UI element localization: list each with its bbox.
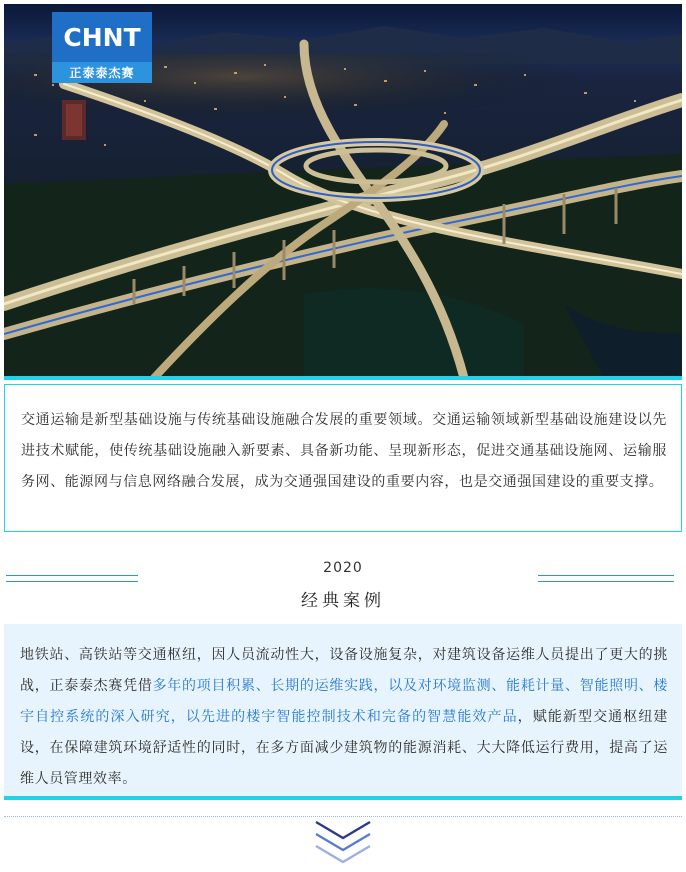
section-year: 2020: [323, 560, 363, 576]
right-deco-line-2: [538, 581, 674, 582]
double-chevron-down-icon[interactable]: [310, 818, 376, 866]
case-text: [20, 640, 668, 795]
hero-divider: [4, 376, 682, 380]
case-text-part2: ，赋能新型交通枢纽建设，在保障建筑环境舒适性的同时，在多方面减少建筑物的能源消耗、大大降低运行费用，提高了运维人员管理效率。: [20, 709, 668, 787]
left-deco-line-2: [6, 581, 138, 582]
hero-image: [4, 4, 682, 378]
logo-subtitle: 正泰泰杰赛: [52, 62, 152, 83]
dotted-divider: [4, 816, 682, 817]
chnt-logo: [52, 12, 152, 83]
intro-box: [4, 384, 682, 532]
case-box: [4, 624, 682, 796]
section-title: 经典案例: [301, 591, 385, 611]
case-text-part1: 地铁站、高铁站等交通枢纽，因人员流动性大，设备设施复杂，对建筑设备运维人员提出了更大的挑战，正泰泰杰赛凭借: [20, 647, 668, 694]
case-text-highlight: 多年的项目积累、长期的运维实践，以及对环境监测、能耗计量、智能照明、楼宇自控系统的深入研究，以先进的楼宇智能控制技术和完备的智慧能效产品: [20, 678, 668, 725]
case-divider: [4, 796, 682, 800]
intro-text: 交通运输是新型基础设施与传统基础设施融合发展的重要领域。交通运输领域新型基础设施建设以先进技术赋能，使传统基础设施融入新要素、具备新功能、呈现新形态，促进交通基础设施网、运输服务网、能源网与信息网络融合发展，成为交通强国建设的重要内容，也是交通强国建设的重要支撑。: [21, 412, 667, 490]
logo-mark: CHNT: [63, 22, 141, 52]
